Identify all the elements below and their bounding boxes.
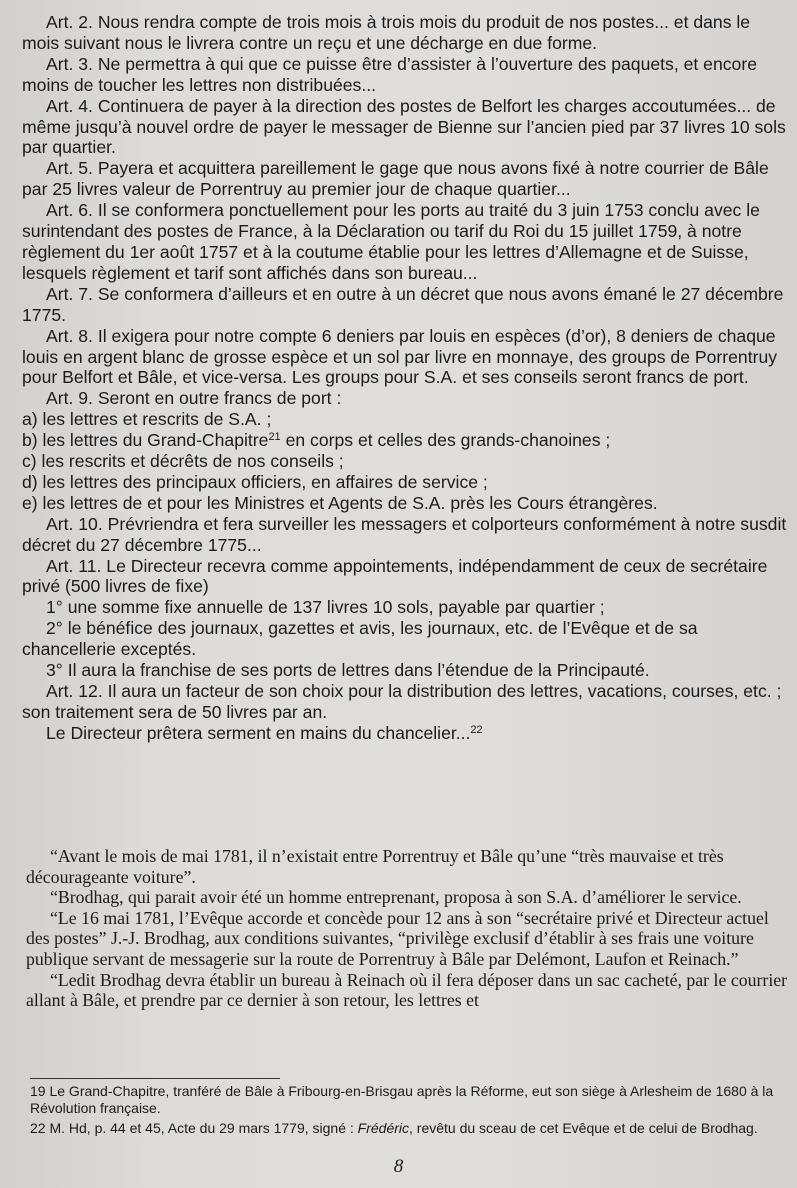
article-10: Art. 10. Prévriendra et fera surveiller les messagers et colporteurs conformément à notre susdit décret du 27 décembre 1775... [22, 513, 787, 555]
article-11: Art. 11. Le Directeur recevra comme appointements, indépendamment de ceux de secrétaire privé (500 livres de fixe) [22, 555, 768, 597]
article-8: Art. 8. Il exigera pour notre compte 6 deniers par louis en espèces (d’or), 8 deniers de chaque louis en argent blanc de grosse espèce et un sol par livre en monnaye, des groups de Porrentruy pour Belfort et Bâle, et vice-versa. Les groups pour S.A. et ses conseils seront francs de port. [22, 325, 778, 388]
narrative-paragraph: “Brodhag, qui parait avoir été un homme entreprenant, proposa à son S.A. d’améliorer le service. [50, 887, 742, 908]
footnote-22-text: M. Hd, p. 44 et 45, Acte du 29 mars 1779, signé : [45, 1120, 358, 1136]
footnote-19 [30, 1083, 792, 1117]
narrative-paragraph: “Ledit Brodhag devra établir un bureau à Reinach où il fera déposer dans un sac cacheté, par le courrier allant à Bâle, et prendre par ce dernier à son retour, les lettres et [26, 969, 788, 1011]
footnote-22-signature: Frédéric [357, 1120, 410, 1136]
art9-item-b-rest: en corps et celles des grands-chanoines ; [280, 430, 611, 451]
art9-item-c: c) les rescrits et décrêts de nos conseils ; [22, 451, 344, 472]
narrative-section [26, 846, 792, 1011]
footnote-22-number: 22 [30, 1120, 46, 1136]
oath-line [22, 723, 792, 744]
art9-item-d: d) les lettres des principaux officiers, en affaires de service ; [22, 471, 488, 492]
footnote-19-text: Le Grand-Chapitre, tranféré de Bâle à Fribourg-en-Brisgau après la Réforme, eut son siège à Arlesheim de 1680 à la Révolution française. [30, 1083, 774, 1116]
oath-text: Le Directeur prêtera serment en mains du chancelier... [46, 722, 471, 743]
article-5: Art. 5. Payera et acquittera pareillement le gage que nous avons fixé à notre courrier de Bâle par 25 livres valeur de Porrentruy au premier jour de chaque quartier... [22, 158, 769, 200]
footnote-19-number: 19 [30, 1083, 46, 1099]
footnote-ref-21: 21 [268, 431, 281, 444]
narrative-paragraph: “Le 16 mai 1781, l’Evêque accorde et concède pour 12 ans à son “secrétaire privé et Directeur actuel des postes” J.-J. Brodhag, aux conditions suivantes, “privilège exclusif d’établir à ses frais une voiture publique servant de messagerie sur la route de Porrentruy à Bâle par Delémont, Laufon et Reinach.” [26, 907, 769, 969]
article-12: Art. 12. Il aura un facteur de son choix pour la distribution des lettres, vacations, courses, etc. ; son traitement sera de 50 livres par an. [22, 681, 782, 722]
art11-item-2: 2° le bénéfice des journaux, gazettes et avis, les journaux, etc. de l’Evêque et de sa chancellerie exceptés. [22, 618, 698, 660]
art9-item-b [22, 430, 792, 451]
footnote-22 [30, 1120, 792, 1137]
narrative-paragraph: “Avant le mois de mai 1781, il n’existait entre Porrentruy et Bâle qu’une “très mauvaise et très décourageante voiture”. [26, 846, 724, 887]
article-9: Art. 9. Seront en outre francs de port : [46, 388, 342, 409]
art9-item-e: e) les lettres de et pour les Ministres et Agents de S.A. près les Cours étrangères. [22, 492, 658, 513]
article-6: Art. 6. Il se conformera ponctuellement pour les ports au traité du 3 juin 1753 conclu avec le surintendant des postes de France, à la Déclaration ou tarif du Roi du 15 juillet 1759, à notre règlement du 1er août 1757 et à la coutume établie pour les lettres d’Allemagne et de Suisse, lesquels règlement et tarif sont affichés dans son bureau... [22, 200, 760, 283]
article-3: Art. 3. Ne permettra à qui que ce puisse être d’assister à l’ouverture des paquets, et encore moins de toucher les lettres non distribuées... [22, 53, 757, 95]
article-4: Art. 4. Continuera de payer à la direction des postes de Belfort les charges accoutumées... de même jusqu’à nouvel ordre de payer le messager de Bienne sur l’ancien pied par 37 livres 10 sols par quartier. [22, 95, 786, 158]
decree-articles [22, 12, 792, 744]
article-2: Art. 2. Nous rendra compte de trois mois à trois mois du produit de nos postes... et dans le mois suivant nous le livrera contre un reçu et une décharge en due forme. [22, 12, 751, 53]
footnote-divider [30, 1078, 280, 1079]
footnote-ref-22: 22 [470, 723, 483, 736]
art11-item-1: 1° une somme fixe annuelle de 137 livres 10 sols, payable par quartier ; [46, 597, 605, 618]
art11-item-3: 3° Il aura la franchise de ses ports de lettres dans l’étendue de la Principauté. [46, 660, 650, 681]
footnotes [30, 1083, 792, 1140]
art9-item-b-text: b) les lettres du Grand-Chapitre [22, 430, 269, 451]
article-7: Art. 7. Se conformera d’ailleurs et en outre à un décret que nous avons émané le 27 décembre 1775. [22, 283, 784, 325]
art9-item-a: a) les lettres et rescrits de S.A. ; [22, 409, 272, 430]
page-number: 8 [393, 1156, 404, 1177]
footnote-22-rest: , revêtu du sceau de cet Evêque et de celui de Brodhag. [409, 1120, 758, 1136]
